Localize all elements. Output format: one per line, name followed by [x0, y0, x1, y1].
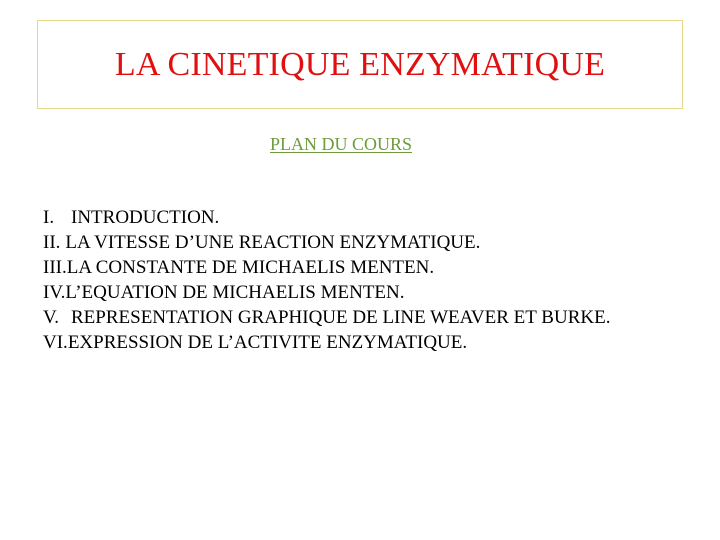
plan-item-6 [43, 330, 683, 355]
plan-item-1 [43, 205, 683, 230]
slide-title: LA CINETIQUE ENZYMATIQUE [114, 45, 606, 83]
plan-item-text: INTRODUCTION. [71, 207, 220, 228]
plan-item-5 [43, 305, 683, 330]
plan-item-text: LA VITESSE D’UNE REACTION ENZYMATIQUE. [65, 232, 481, 253]
plan-item-number: V. [43, 307, 60, 328]
plan-item-text: REPRESENTATION GRAPHIQUE DE LINE WEAVER ET BURKE. [71, 307, 611, 328]
plan-item-number: II. [43, 232, 61, 253]
plan-item-text: L’EQUATION DE MICHAELIS MENTEN. [65, 282, 405, 303]
plan-item-4 [43, 280, 683, 305]
title-box [37, 20, 683, 109]
plan-item-number: III. [43, 257, 67, 278]
plan-item-number: I. [43, 207, 55, 228]
plan-list [43, 205, 683, 355]
plan-item-2 [43, 230, 683, 255]
plan-item-3 [43, 255, 683, 280]
plan-item-text: EXPRESSION DE L’ACTIVITE ENZYMATIQUE. [67, 332, 468, 353]
plan-item-text: LA CONSTANTE DE MICHAELIS MENTEN. [66, 257, 435, 278]
plan-item-number: IV. [43, 282, 66, 303]
plan-item-number: VI. [43, 332, 68, 353]
plan-heading: PLAN DU COURS [270, 134, 413, 154]
